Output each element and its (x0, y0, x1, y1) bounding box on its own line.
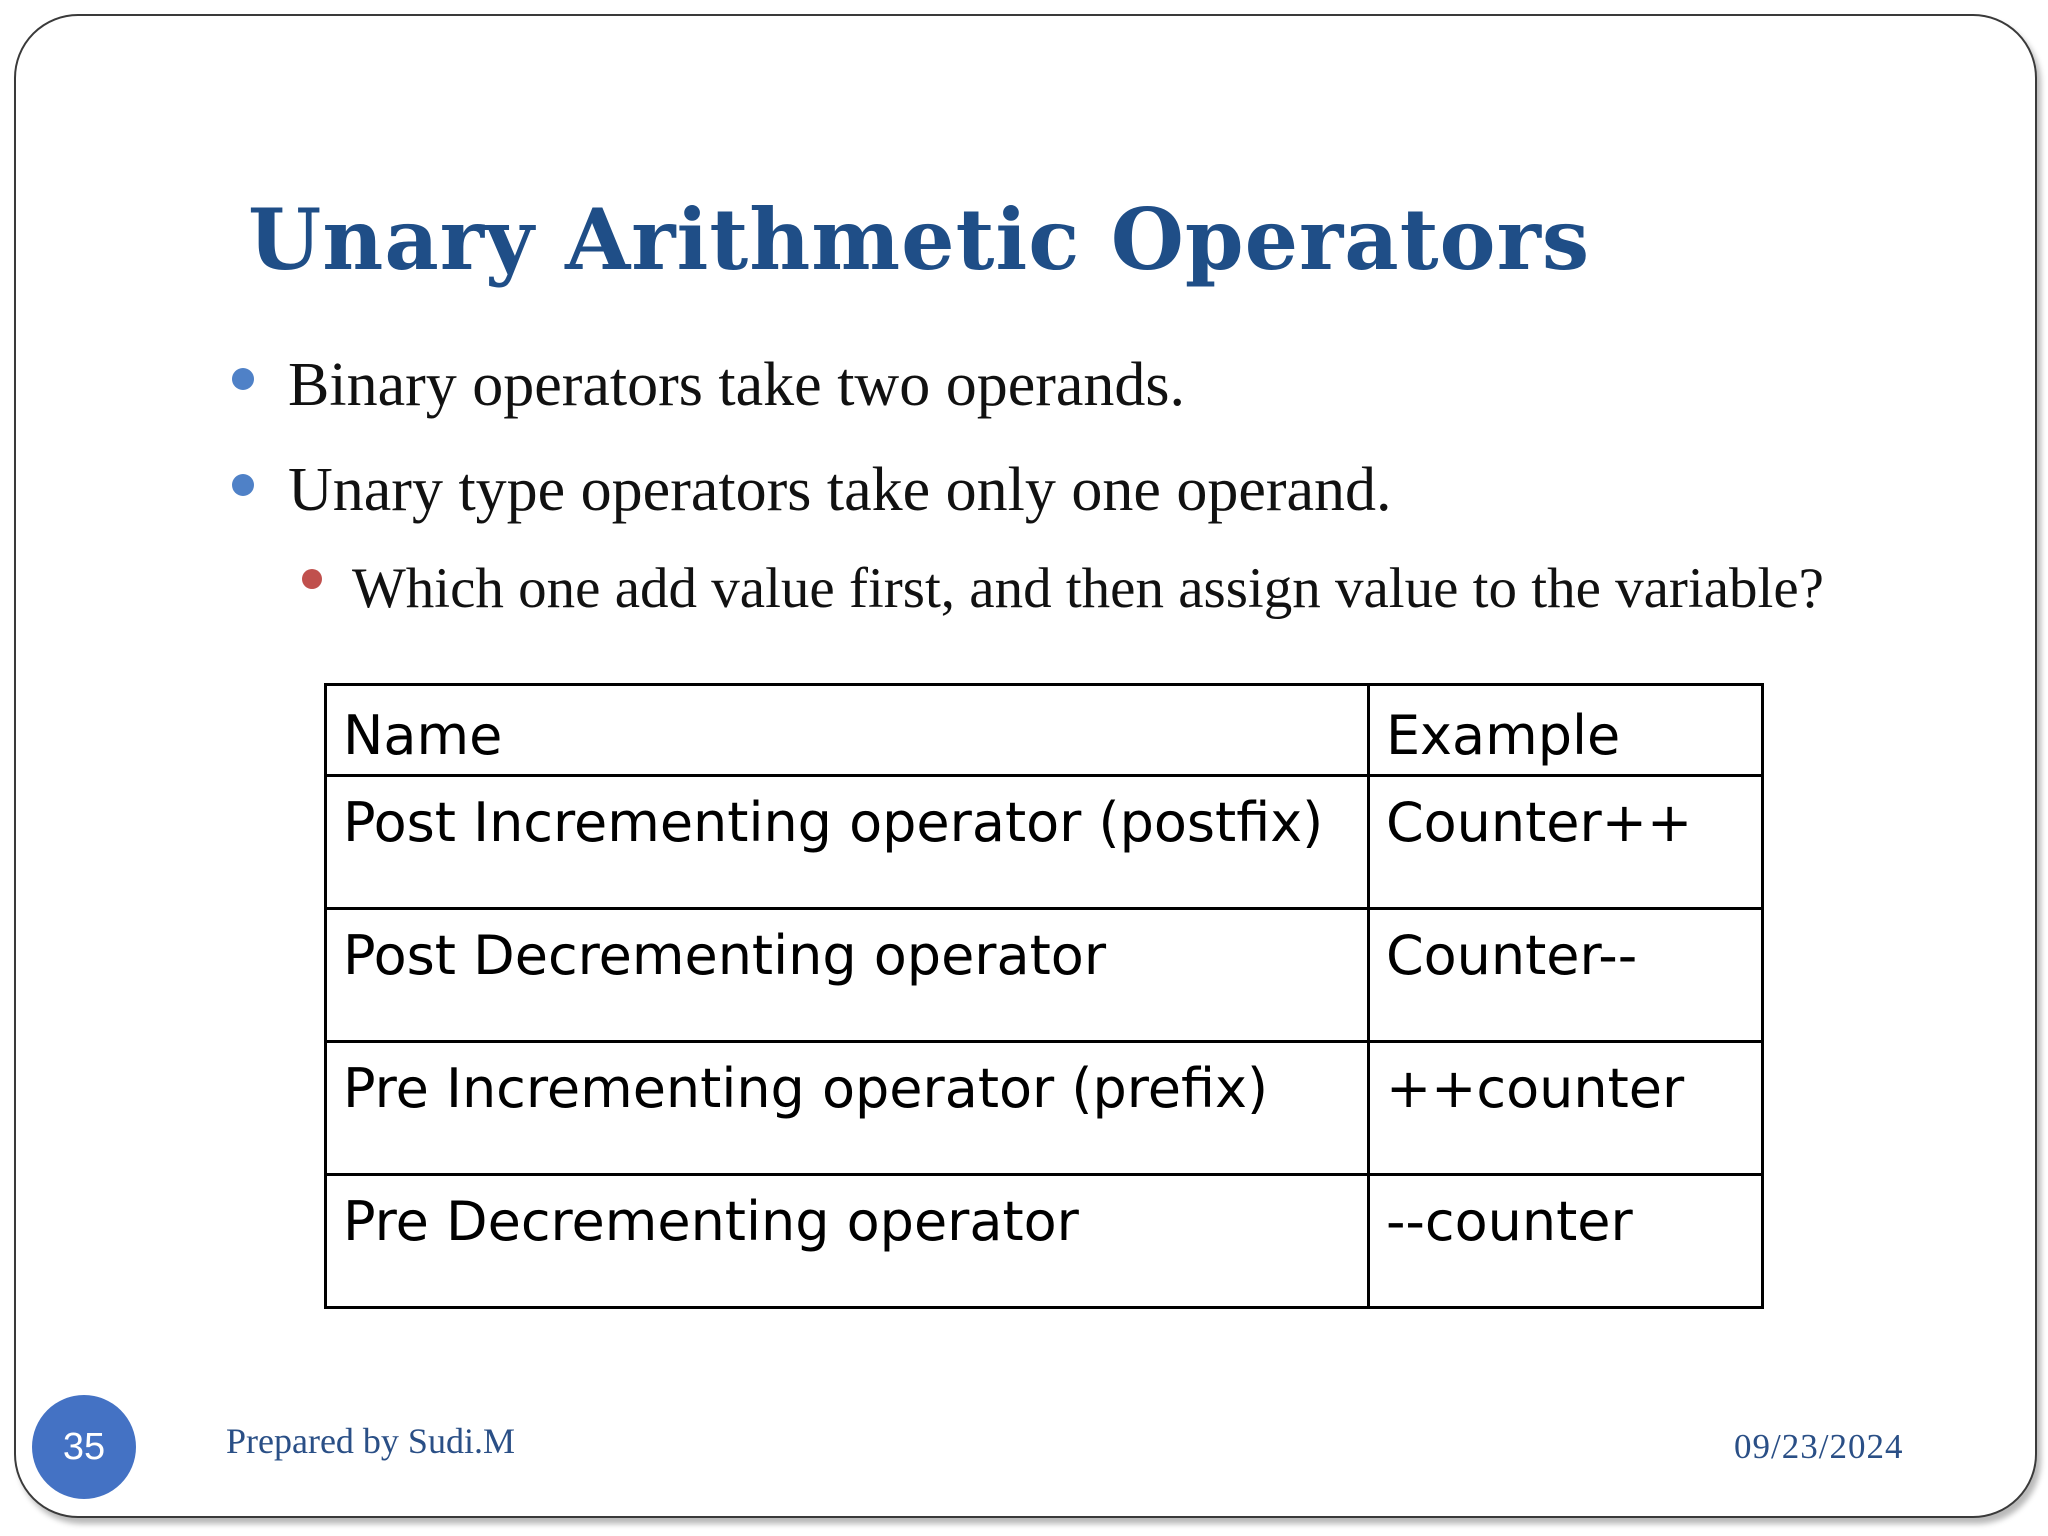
cell-example: Counter-- (1368, 909, 1762, 1042)
table-row (326, 1042, 1763, 1175)
slide-title: Unary Arithmetic Operators (248, 190, 1591, 289)
table-row (326, 909, 1763, 1042)
bullet-dot-icon (232, 368, 254, 390)
header-example: Example (1368, 685, 1762, 776)
operators-table (324, 683, 1764, 1309)
page-number: 35 (62, 1425, 106, 1468)
table-row (326, 776, 1763, 909)
bullet-dot-icon (232, 474, 254, 496)
cell-example: --counter (1368, 1175, 1762, 1308)
footer-author: Prepared by Sudi.M (226, 1421, 515, 1461)
header-name: Name (326, 685, 1369, 776)
sub-bullet-dot-icon (302, 569, 322, 589)
cell-name: Pre Decrementing operator (326, 1175, 1369, 1308)
footer-date: 09/23/2024 (1734, 1427, 1904, 1466)
cell-name: Pre Incrementing operator (prefix) (326, 1042, 1369, 1175)
sub-bullet-item: Which one add value first, and then assign value to the variable? (352, 557, 1824, 620)
cell-example: Counter++ (1368, 776, 1762, 909)
page-number-badge (32, 1395, 136, 1499)
cell-name: Post Incrementing operator (postfix) (326, 776, 1369, 909)
bullet-item: Binary operators take two operands. (288, 351, 1186, 419)
cell-example: ++counter (1368, 1042, 1762, 1175)
bullet-item: Unary type operators take only one operand. (288, 456, 1392, 524)
cell-name: Post Decrementing operator (326, 909, 1369, 1042)
table-row (326, 1175, 1763, 1308)
table-header-row (326, 685, 1763, 776)
